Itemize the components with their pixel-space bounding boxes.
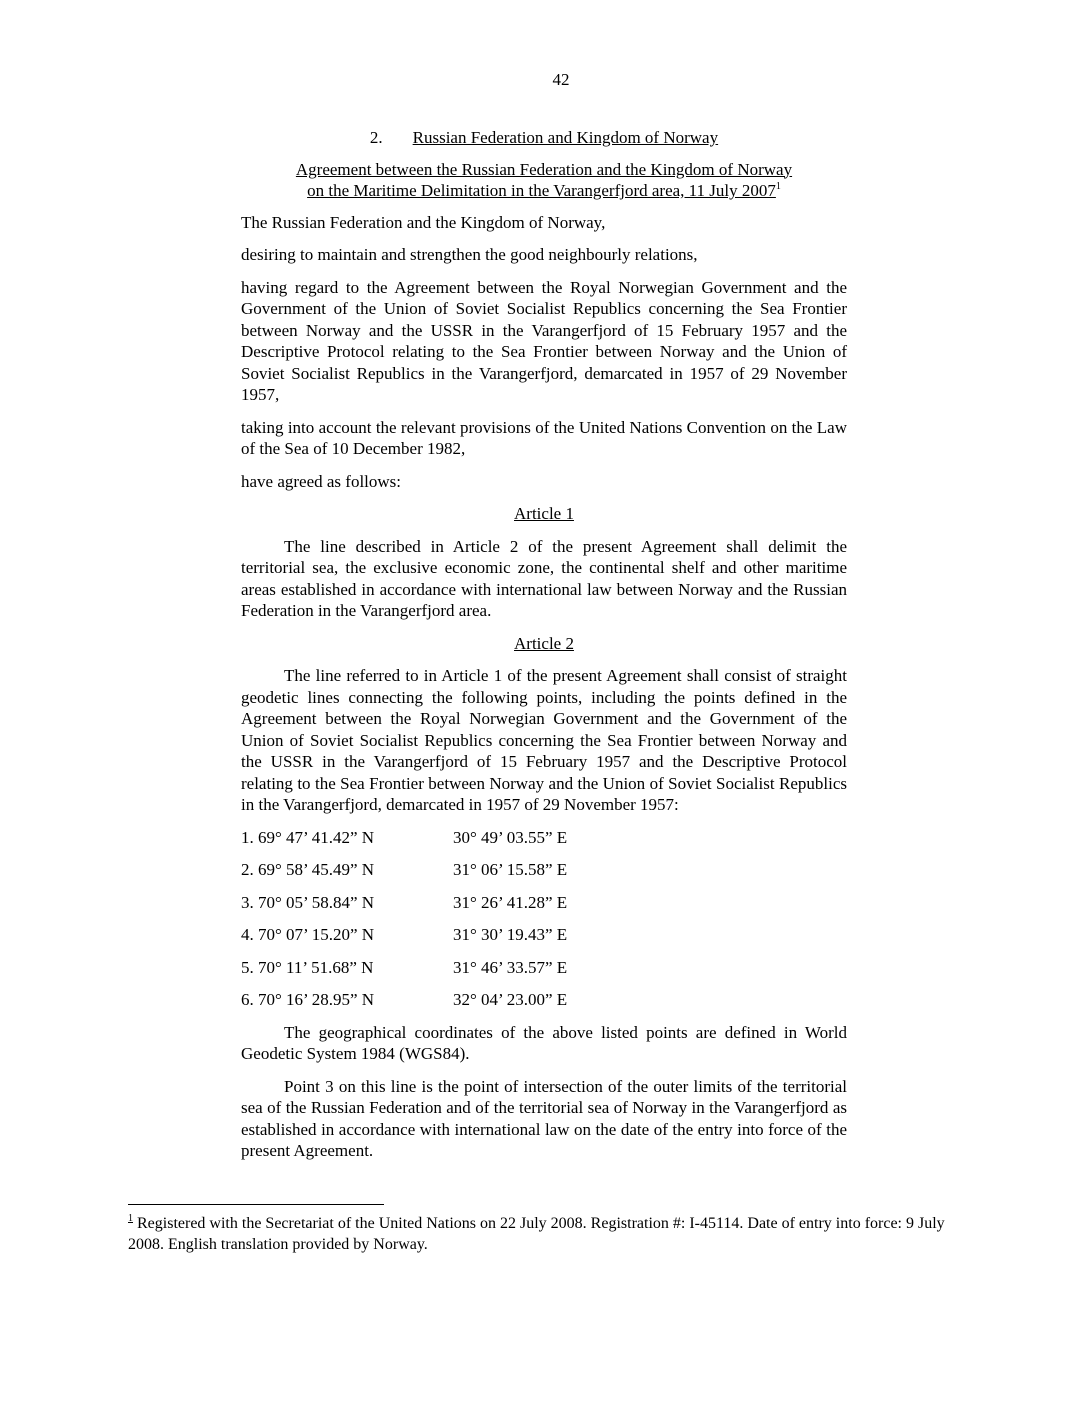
footnote-text: Registered with the Secretariat of the United Nations on 22 July 2008. Registration #: I-45114. Date of entry into force: 9 July 2008. English translation provided by Norway. [128, 1215, 945, 1253]
coordinate-latitude: 4. 70° 07’ 15.20” N [241, 925, 375, 944]
coordinate-row [241, 827, 847, 849]
coordinate-row [241, 957, 847, 979]
page-number: 42 [552, 70, 570, 89]
coordinate-row [241, 989, 847, 1011]
coordinate-list [241, 827, 847, 1011]
coordinate-longitude: 31° 06’ 15.58” E [453, 860, 568, 879]
article-1-heading: Article 1 [514, 504, 574, 523]
preamble-taking-into-account: taking into account the relevant provisions of the United Nations Convention on the Law of the Sea of 10 December 1982, [241, 417, 847, 458]
coordinate-row [241, 924, 847, 946]
footnote-divider [128, 1204, 384, 1205]
coordinate-longitude: 31° 30’ 19.43” E [453, 925, 568, 944]
coordinates-system-note: The geographical coordinates of the above listed points are defined in World Geodetic System 1984 (WGS84). [241, 1022, 847, 1063]
footnote-reference: 1 [775, 181, 781, 192]
coordinate-longitude: 32° 04’ 23.00” E [453, 990, 568, 1009]
article-1-text: The line described in Article 2 of the present Agreement shall delimit the territorial sea, the exclusive economic zone, the continental shelf and other maritime areas established in accordance with international law between Norway and the Russian Federation in the Varangerfjord area. [241, 536, 847, 620]
coordinate-latitude: 6. 70° 16’ 28.95” N [241, 990, 375, 1009]
footnote [128, 1213, 958, 1255]
coordinate-longitude: 31° 26’ 41.28” E [453, 892, 568, 912]
footnote-marker: 1 [128, 1213, 133, 1224]
section-number: 2. [369, 128, 383, 147]
document-body [241, 127, 847, 1173]
coordinate-latitude: 5. 70° 11’ 51.68” N [241, 957, 374, 977]
agreement-title-line-2: on the Maritime Delimitation in the Varangerfjord area, 11 July 2007 [307, 181, 776, 200]
point-3-note: Point 3 on this line is the point of intersection of the outer limits of the territorial sea of the Russian Federation and of the territorial sea of Norway in the Varangerfjord as established in accordance with international law on the date of the entry into force of the present Agreement. [241, 1076, 847, 1160]
article-2-intro: The line referred to in Article 1 of the present Agreement shall consist of straight geodetic lines connecting the following points, including the points defined in the Agreement between the Royal Norwegian Government and the Government of the Union of Soviet Socialist Republics concerning the Sea Frontier between Norway and the USSR in the Varangerfjord of 15 February 1957 and the Descriptive Protocol relating to the Sea Frontier between Norway and the Union of Soviet Socialist Republics in the Varangerfjord, demarcated in 1957 of 29 November 1957: [241, 666, 847, 814]
coordinate-row [241, 859, 847, 881]
coordinate-longitude: 31° 46’ 33.57” E [453, 957, 568, 977]
article-2-heading: Article 2 [514, 633, 574, 653]
coordinate-latitude: 3. 70° 05’ 58.84” N [241, 892, 375, 912]
section-title: Russian Federation and Kingdom of Norway [412, 128, 719, 147]
preamble-parties: The Russian Federation and the Kingdom of Norway, [241, 212, 606, 232]
preamble-agreed: have agreed as follows: [241, 471, 402, 491]
agreement-title-line-1: Agreement between the Russian Federation and the Kingdom of Norway [295, 159, 793, 179]
section-heading [241, 127, 847, 149]
coordinate-longitude: 30° 49’ 03.55” E [453, 827, 568, 847]
agreement-title [241, 159, 847, 202]
coordinate-row [241, 892, 847, 914]
coordinate-latitude: 1. 69° 47’ 41.42” N [241, 827, 375, 847]
preamble-desiring: desiring to maintain and strengthen the good neighbourly relations, [241, 245, 698, 264]
preamble-having-regard: having regard to the Agreement between the Royal Norwegian Government and the Government of the Union of Soviet Socialist Republics concerning the Sea Frontier between Norway and the USSR in the Varangerfjord of 15 February 1957 and the Descriptive Protocol relating to the Sea Frontier between Norway and the Union of Soviet Socialist Republics in the Varangerfjord, demarcated in 1957 of 29 November 1957, [241, 277, 847, 404]
coordinate-latitude: 2. 69° 58’ 45.49” N [241, 860, 375, 879]
